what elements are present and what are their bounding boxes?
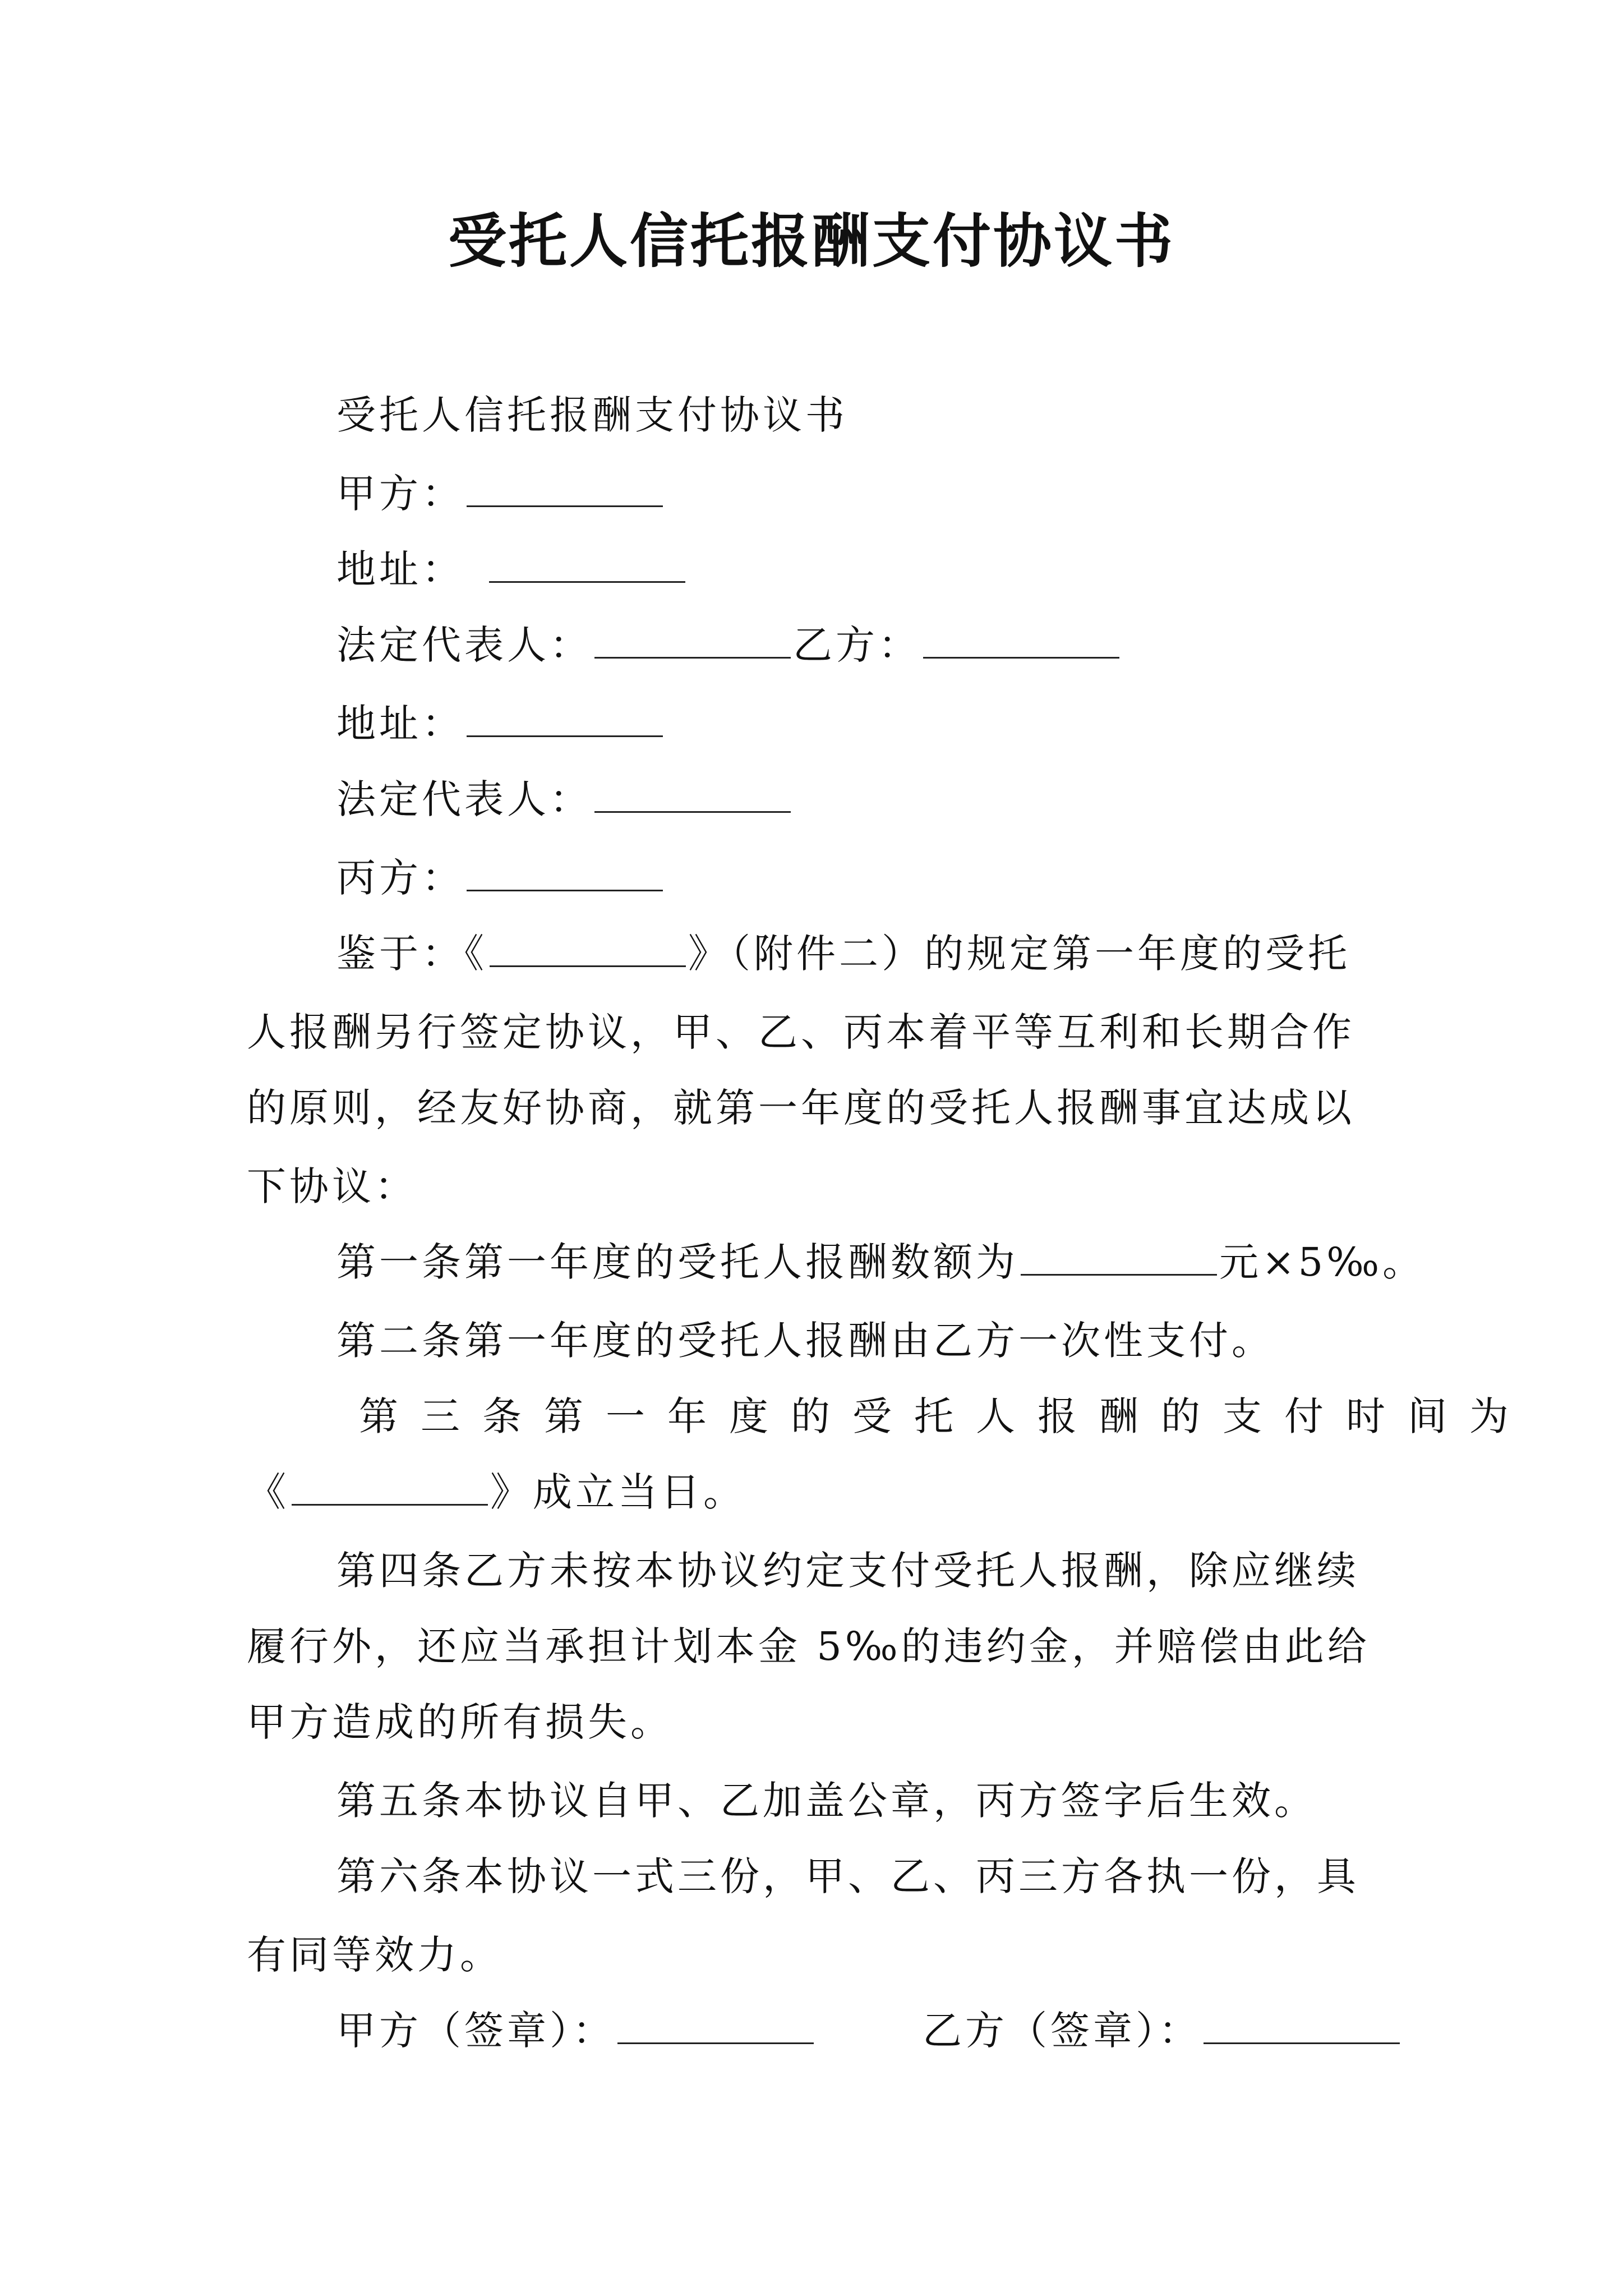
- sign-b-label: 乙方（签章）：: [923, 2008, 1201, 2054]
- article-3-text: 《: [247, 1469, 289, 1515]
- party-a-rep-label: 法定代表人：: [336, 622, 592, 668]
- recital-line-2: 人报酬另行签定协议，甲、乙、丙本着平等互利和长期合作: [247, 1009, 1355, 1055]
- party-a-address-line: [336, 541, 688, 597]
- article-1-text: 第一条第一年度的受托人报酬数额为: [336, 1239, 1018, 1285]
- party-a-address-label: 地址：: [336, 546, 464, 592]
- party-a-label: 甲方：: [336, 471, 464, 517]
- article-4-line-3: 甲方造成的所有损失。: [247, 1699, 673, 1745]
- sign-a-label: 甲方（签章）：: [336, 2008, 615, 2054]
- sign-a-blank: [617, 2042, 814, 2044]
- recital-text: 》（附件二）的规定第一年度的受托: [688, 931, 1350, 977]
- signature-line: [336, 2003, 1402, 2059]
- trust-name-blank: [292, 1503, 488, 1506]
- recital-text: 鉴于：《: [336, 931, 487, 977]
- party-b-address-blank: [467, 735, 663, 737]
- party-a-blank: [467, 505, 663, 507]
- article-6-line-2: 有同等效力。: [247, 1932, 502, 1978]
- article-1: [336, 1234, 1425, 1290]
- party-a-address-blank: [489, 581, 685, 583]
- recital-line-3: 的原则，经友好协商，就第一年度的受托人报酬事宜达成以: [247, 1085, 1355, 1131]
- party-a-rep-blank: [594, 656, 791, 659]
- party-b-rep-blank: [594, 811, 791, 813]
- party-b-rep-line: [336, 771, 793, 827]
- party-c-blank: [467, 889, 663, 891]
- party-a-rep-line: [336, 617, 1122, 673]
- article-4-line-1: 第四条乙方未按本协议约定支付受托人报酬，除应继续: [336, 1548, 1359, 1594]
- party-b-address-label: 地址：: [336, 701, 464, 747]
- party-a-line: [336, 466, 665, 522]
- article-3-text: 》成立当日。: [490, 1469, 746, 1515]
- article-6-line-1: 第六条本协议一式三份，甲、乙、丙三方各执一份，具: [336, 1853, 1359, 1899]
- article-3-line-2: [247, 1464, 746, 1520]
- party-b-rep-label: 法定代表人：: [336, 776, 592, 822]
- recital-line-4: 下协议：: [247, 1163, 417, 1209]
- article-5: 第五条本协议自甲、乙加盖公章，丙方签字后生效。: [336, 1778, 1317, 1824]
- sign-b-blank: [1204, 2042, 1400, 2044]
- party-c-label: 丙方：: [336, 855, 464, 901]
- agreement-name-blank: [490, 965, 686, 967]
- party-b-address-line: [336, 696, 665, 752]
- document-title: 受托人信托报酬支付协议书: [448, 206, 1175, 275]
- article-3-line-1: 第三条第一年度的受托人报酬的支付时间为: [359, 1393, 1531, 1439]
- party-b-blank: [923, 656, 1119, 659]
- article-1-text: 元×5‰。: [1219, 1239, 1426, 1285]
- article-4-line-2: 履行外，还应当承担计划本金 5‰的违约金，并赔偿由此给: [247, 1623, 1370, 1669]
- subtitle: 受托人信托报酬支付协议书: [336, 392, 848, 438]
- recital-line-1: [336, 926, 1350, 982]
- party-b-label: 乙方：: [793, 622, 921, 668]
- amount-blank: [1021, 1273, 1217, 1276]
- party-c-line: [336, 850, 665, 906]
- article-2: 第二条第一年度的受托人报酬由乙方一次性支付。: [336, 1318, 1274, 1364]
